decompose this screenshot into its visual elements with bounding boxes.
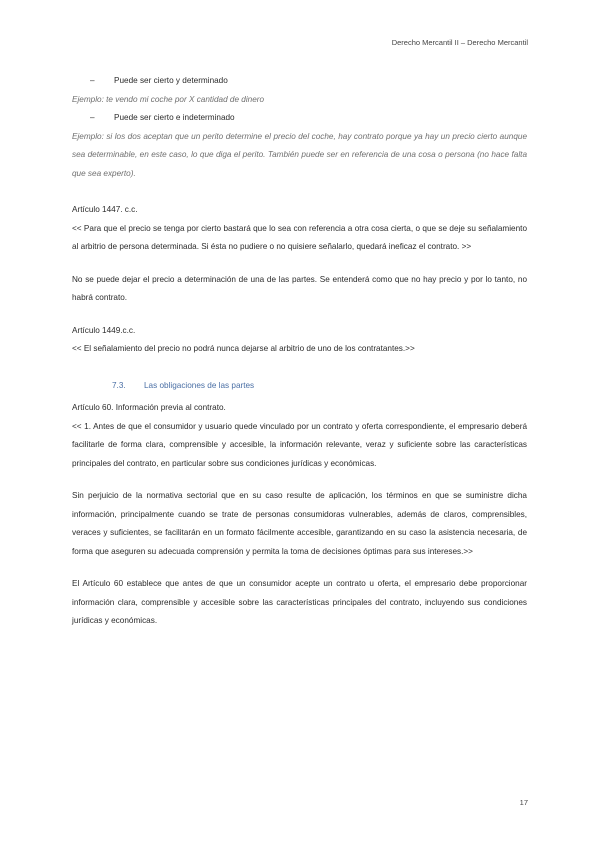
bullet-item (72, 72, 527, 91)
example-text: Ejemplo: te vendo mi coche por X cantidad de dinero (72, 94, 265, 104)
bullet-text: Puede ser cierto e indeterminado (114, 113, 235, 122)
bullet-text: Puede ser cierto y determinado (114, 76, 228, 85)
section-title: Las obligaciones de las partes (144, 380, 255, 390)
example-text: Ejemplo: si los dos aceptan que un perito determine el precio del coche, hay contrato porque ya hay un precio cierto aunque sea determinable, en este caso, lo que diga el perito. También puede ser en referencia de una cosa o persona (no hace falta que sea experto). (72, 131, 527, 178)
bullet-dash: – (90, 113, 95, 122)
article-quote: Sin perjuicio de la normativa sectorial que en su caso resulte de aplicación, los términos en que se suministre dicha información, principalmente cuando se trate de personas consumidoras vulnerables, además de claros, comprensibles, veraces y suficientes, se facilitarán en un formato fácilmente accesible, garantizando en su caso la asistencia necesaria, de forma que aseguren su adecuada comprensión y permita la toma de decisiones óptimas para sus intereses.>> (72, 491, 527, 556)
section-heading (72, 377, 527, 396)
running-header: Derecho Mercantil II – Derecho Mercantil (391, 38, 528, 47)
article-title: Artículo 1449.c.c. (72, 325, 136, 335)
bullet-item (72, 109, 527, 128)
paragraph: No se puede dejar el precio a determinación de una de las partes. Se entenderá como que no hay precio y por lo tanto, no habrá contrato. (72, 274, 527, 302)
article-quote: << El señalamiento del precio no podrá nunca dejarse al arbitrio de uno de los contratantes.>> (72, 344, 415, 353)
article-title: Artículo 60. Información previa al contrato. (72, 403, 226, 412)
section-number: 7.3. (112, 380, 126, 390)
page-number: 17 (519, 798, 528, 807)
article-quote: << 1. Antes de que el consumidor y usuario quede vinculado por un contrato y oferta correspondiente, el empresario deberá facilitarle de forma clara, comprensible y accesible, la información relevante, veraz y suficiente sobre las características principales del contrato, en particular sobre sus condiciones jurídicas y económicas. (72, 421, 527, 468)
paragraph: El Artículo 60 establece que antes de que un consumidor acepte un contrato u oferta, el empresario debe proporcionar información clara, comprensible y accesible sobre las características principales del contrato, incluyendo sus condiciones jurídicas y económicas. (72, 579, 527, 625)
page-body (72, 72, 527, 631)
article-quote: << Para que el precio se tenga por cierto bastará que lo sea con referencia a otra cosa cierta, o que se deje su señalamiento al arbitrio de persona determinada. Si ésta no pudiere o no quisiere señalarlo, quedará ineficaz el contrato. >> (72, 223, 527, 251)
bullet-dash: – (90, 76, 95, 85)
article-title: Artículo 1447. c.c. (72, 205, 138, 214)
